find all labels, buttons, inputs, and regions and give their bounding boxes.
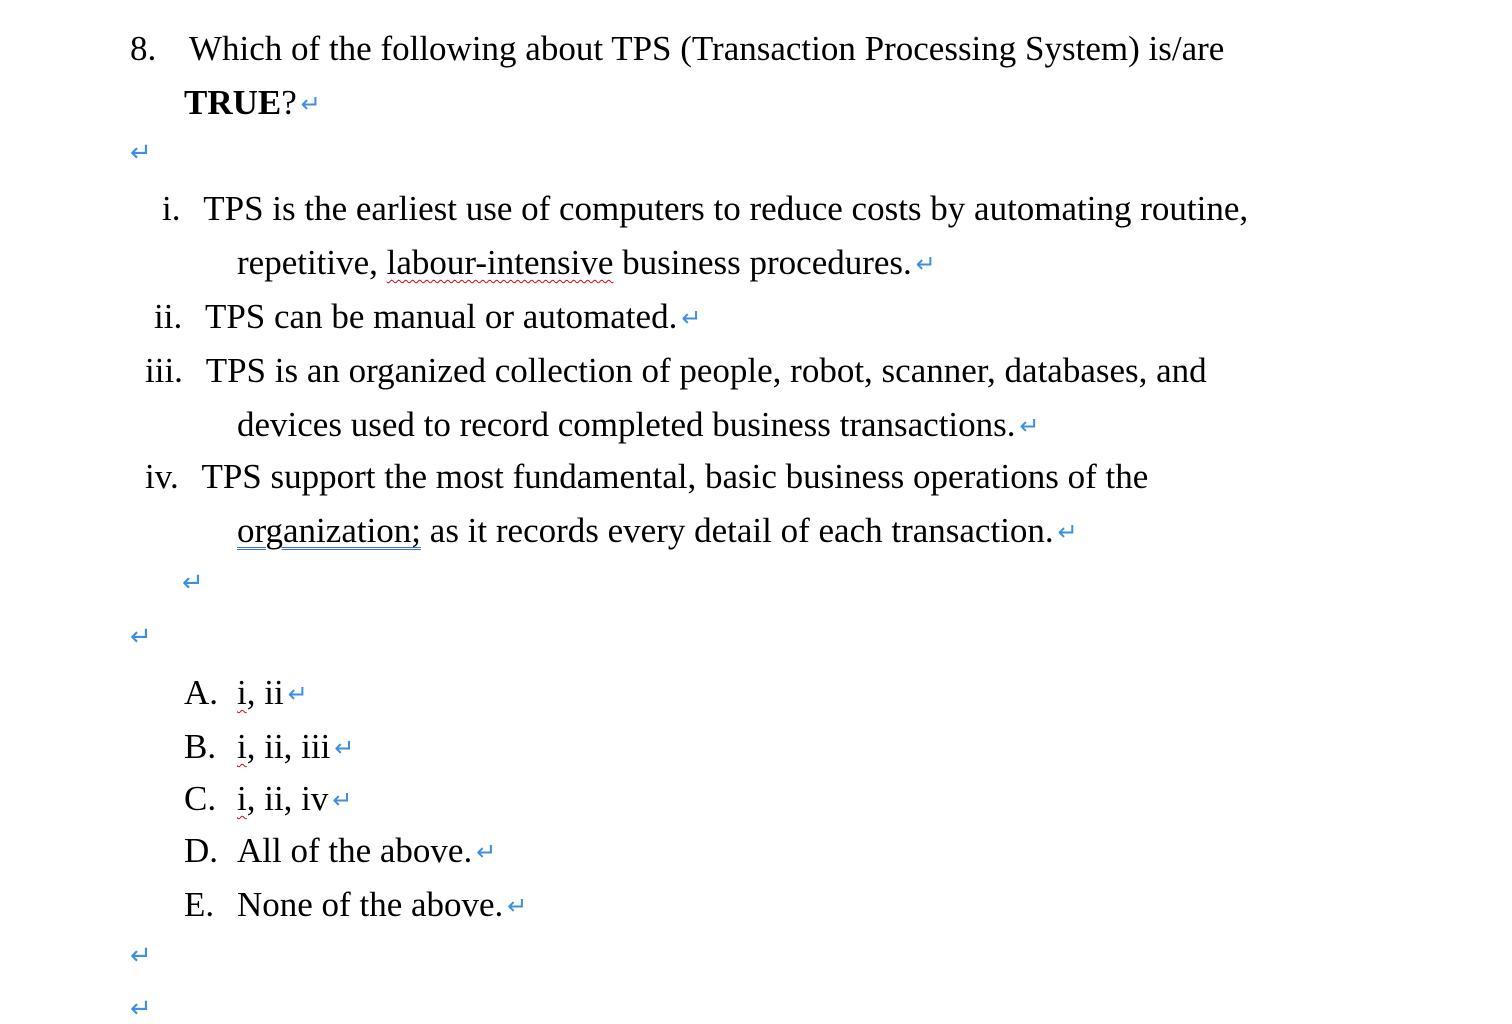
option-text: , ii, iii [246,727,331,766]
question-line-2 [184,85,321,120]
paragraph-mark-icon: ↵ [130,941,152,971]
question-number: 8. [130,29,157,68]
paragraph-mark-icon: ↵ [332,786,353,814]
statement-text: as it records every detail of each transaction. [421,511,1054,550]
option-a[interactable] [184,675,308,710]
statement-text: devices used to record completed business transactions. [237,405,1016,444]
statement-iv-line-1 [145,459,1148,494]
statement-iii-line-2 [237,407,1040,442]
statement-text: TPS is an organized collection of people, robot, scanner, databases, and [205,351,1207,390]
paragraph-mark-icon: ↵ [681,304,702,332]
statement-numeral: ii. [154,297,183,336]
option-e[interactable] [184,887,527,922]
paragraph-mark-icon: ↵ [287,680,308,708]
statement-text: business procedures. [613,243,912,282]
option-text: , ii [246,673,284,712]
statement-iv-line-2 [237,513,1078,548]
grammar-flagged-word[interactable]: organization; [237,511,422,550]
paragraph-mark-icon: ↵ [476,838,497,866]
paragraph-mark-icon: ↵ [130,994,152,1024]
option-b[interactable] [184,729,354,764]
paragraph-mark-icon: ↵ [300,90,321,118]
paragraph-mark-icon: ↵ [130,622,152,652]
option-letter: C. [184,779,217,818]
spelling-flagged-word[interactable]: i [237,727,247,766]
spelling-flagged-word[interactable]: i [237,673,247,712]
option-letter: B. [184,727,217,766]
statement-numeral: i. [162,189,181,228]
statement-text: repetitive, [237,243,387,282]
option-letter: D. [184,831,219,870]
spelling-flagged-word[interactable]: labour-intensive [386,243,614,282]
statement-text: TPS support the most fundamental, basic business operations of the [201,457,1149,496]
option-c[interactable] [184,781,353,816]
statement-text: TPS can be manual or automated. [204,297,678,336]
option-text: None of the above. [237,885,504,924]
statement-numeral: iv. [145,457,179,496]
option-d[interactable] [184,833,496,868]
statement-i-line-2 [237,245,936,280]
paragraph-mark-icon: ↵ [182,568,204,598]
paragraph-mark-icon: ↵ [507,892,528,920]
question-text: Which of the following about TPS (Transaction Processing System) is/are [189,29,1225,68]
statement-ii-line-1 [154,299,701,334]
paragraph-mark-icon: ↵ [334,734,355,762]
statement-text: TPS is the earliest use of computers to reduce costs by automating routine, [203,189,1249,228]
question-mark: ? [281,83,297,122]
option-letter: A. [184,673,219,712]
spelling-flagged-word[interactable]: i [237,779,247,818]
paragraph-mark-icon: ↵ [915,250,936,278]
question-line-1 [130,31,1224,66]
true-keyword: TRUE [184,83,282,122]
option-text: All of the above. [237,831,473,870]
statement-iii-line-1 [145,353,1207,388]
paragraph-mark-icon: ↵ [1019,412,1040,440]
paragraph-mark-icon: ↵ [130,138,152,168]
statement-numeral: iii. [145,351,183,390]
statement-i-line-1 [162,191,1248,226]
option-letter: E. [184,885,215,924]
paragraph-mark-icon: ↵ [1057,518,1078,546]
option-text: , ii, iv [246,779,329,818]
